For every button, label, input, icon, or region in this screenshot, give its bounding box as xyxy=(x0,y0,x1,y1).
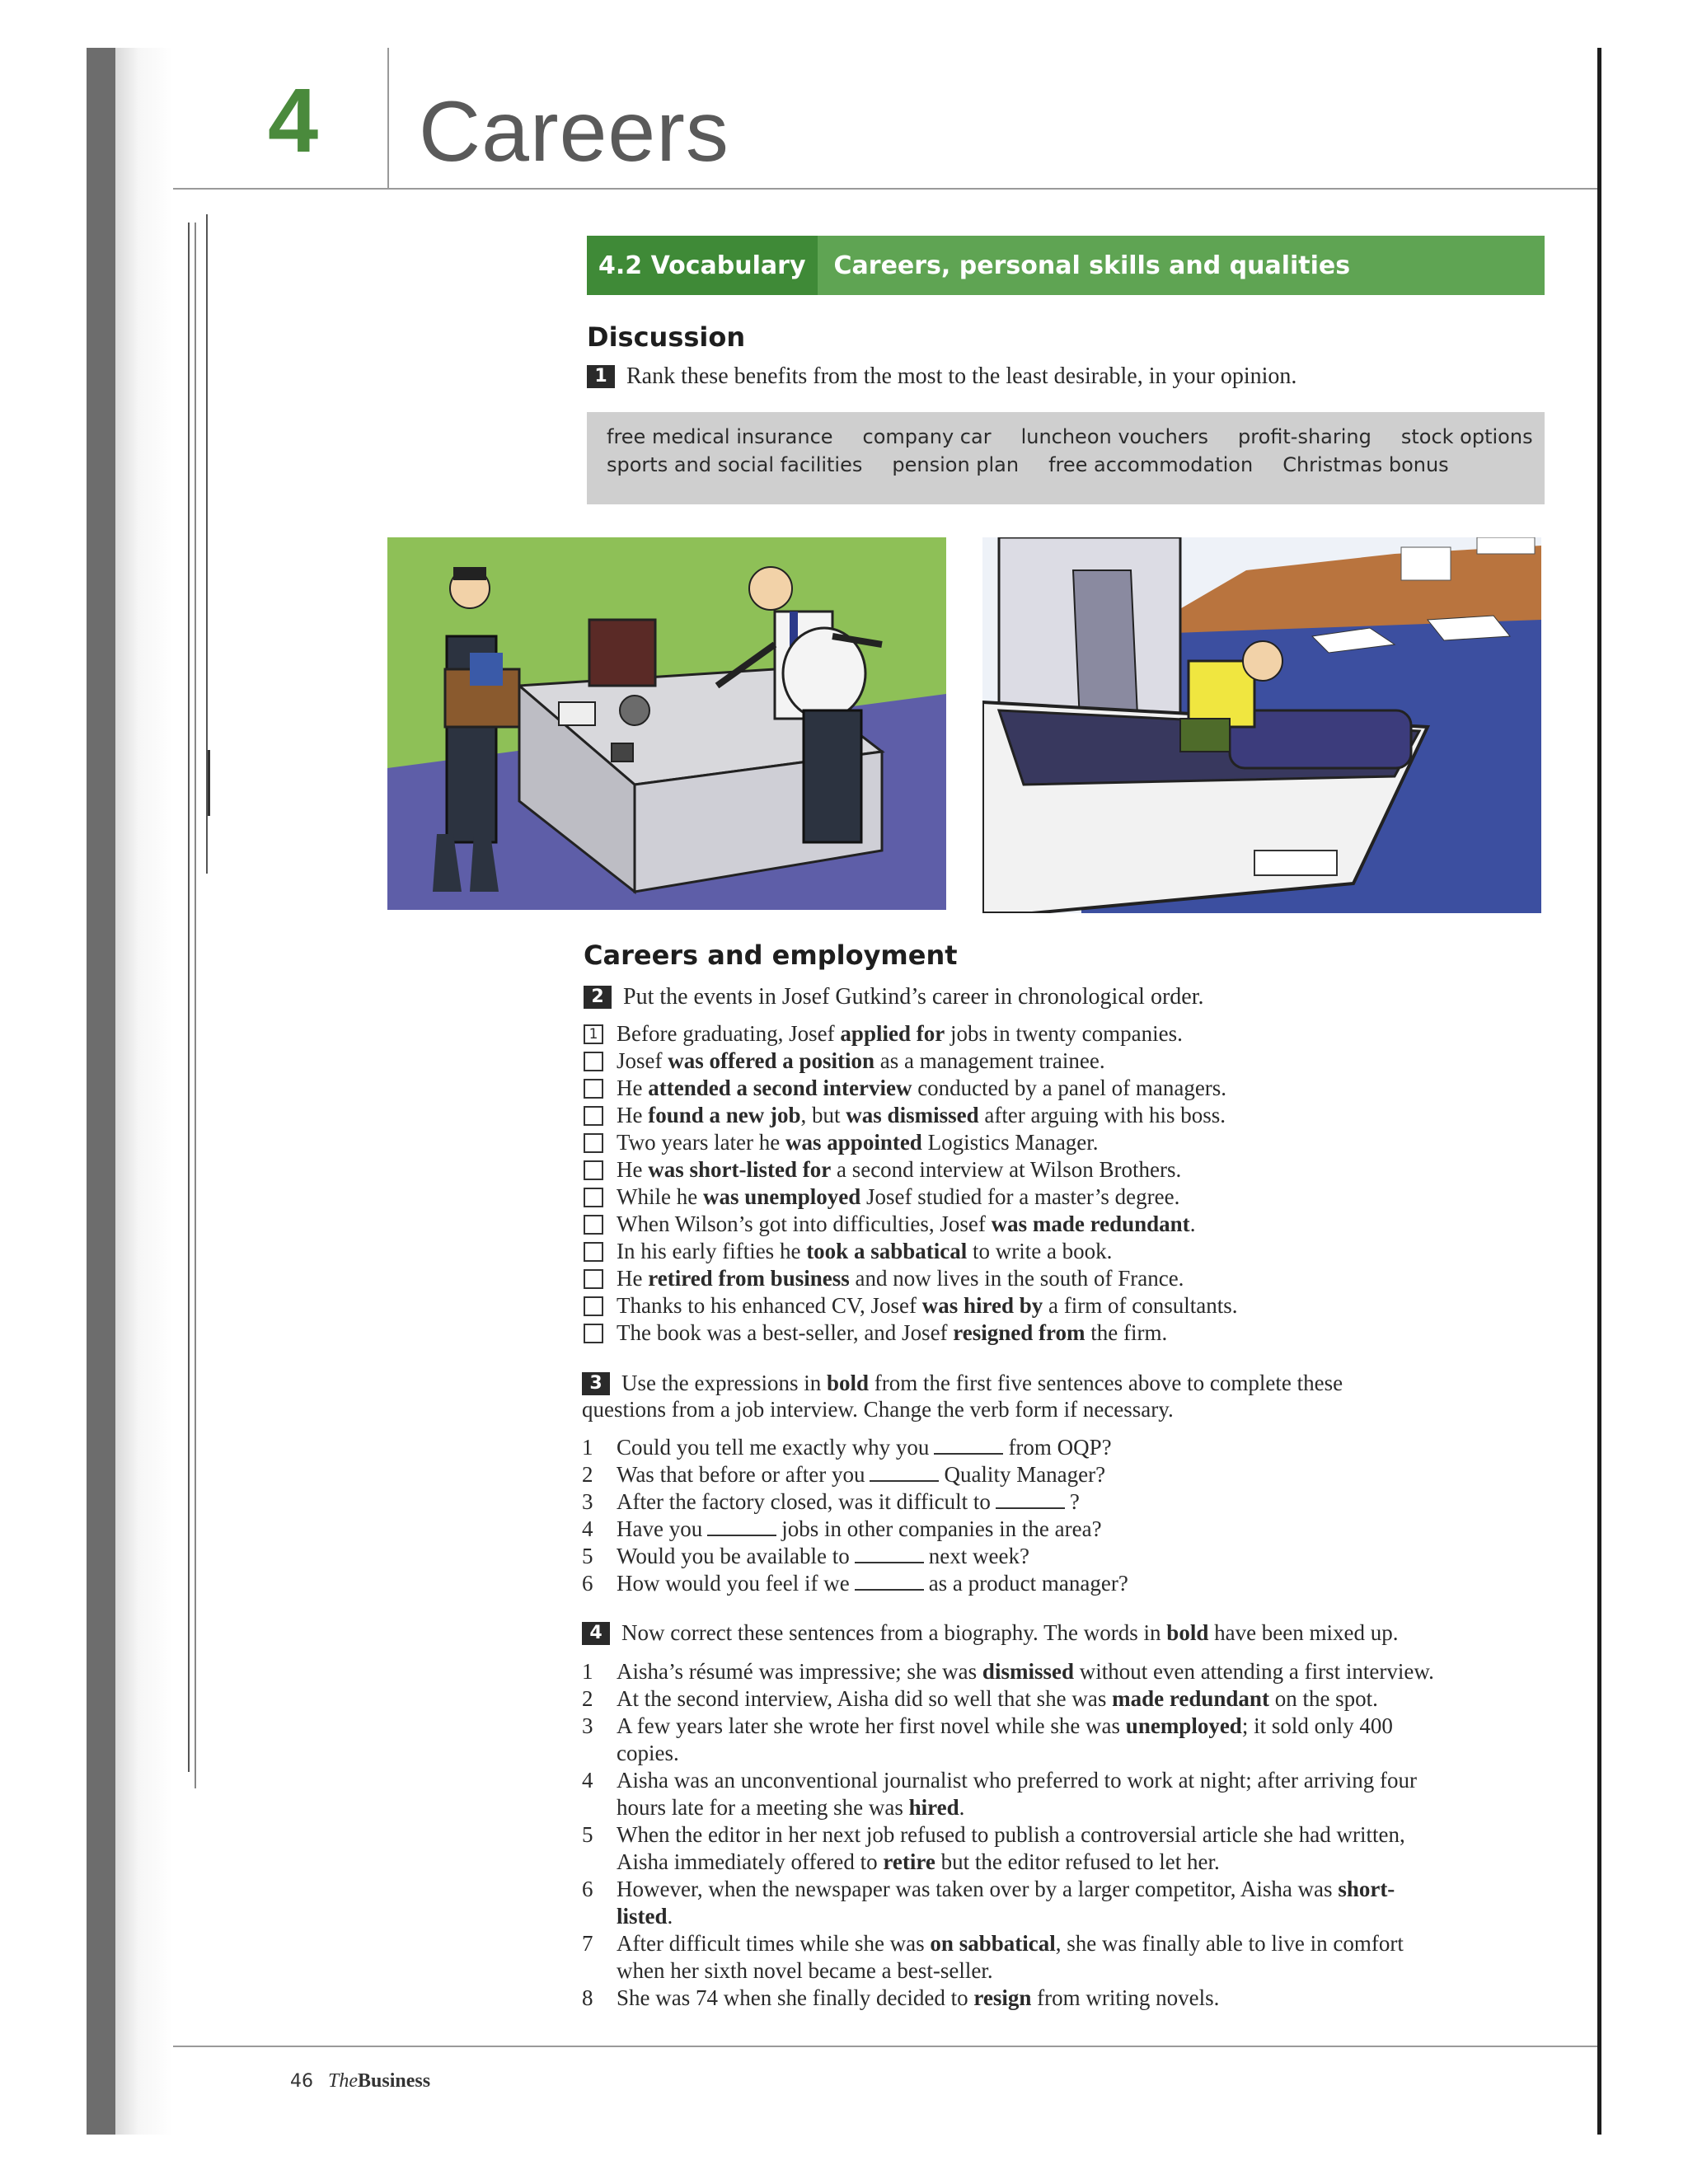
list-item xyxy=(584,1183,1573,1211)
list-item xyxy=(584,1129,1573,1156)
event-text: He was short-listed for a second interview at Wilson Brothers. xyxy=(617,1157,1182,1182)
benefit-item: pension plan xyxy=(892,453,1020,476)
discussion-heading: Discussion xyxy=(587,321,746,353)
exercise-3-instruction: 3 Use the expressions in bold from the first five sentences above to complete these questions from a job interview. Change the verb form if necessary. xyxy=(582,1371,1343,1422)
order-checkbox[interactable] xyxy=(584,1215,603,1235)
illustration-office xyxy=(387,537,946,910)
order-checkbox[interactable]: 1 xyxy=(584,1024,603,1044)
chapter-title: Careers xyxy=(419,84,729,180)
section-banner xyxy=(587,236,1545,295)
list-item: 8 She was 74 when she finally decided to resign from writing novels. xyxy=(582,1985,1220,2010)
exercise-number: 4 xyxy=(582,1622,610,1645)
benefits-row-2 xyxy=(607,453,1479,476)
instruction-text: Rank these benefits from the most to the least desirable, in your opinion. xyxy=(626,363,1297,389)
exercise-3-questions xyxy=(582,1434,1571,1597)
answer-gap[interactable] xyxy=(996,1491,1065,1509)
list-item: 2 At the second interview, Aisha did so well that she was made redundant on the spot. xyxy=(582,1686,1378,1711)
exercise-number: 1 xyxy=(587,365,615,388)
list-item: 3 A few years later she wrote her first novel while she was unemployed; it sold only 400 copies. xyxy=(582,1713,1393,1765)
list-item: 6 However, when the newspaper was taken over by a larger competitor, Aisha was short- listed. xyxy=(582,1877,1395,1929)
book-brand: TheBusiness xyxy=(328,2070,431,2092)
event-text: He found a new job, but was dismissed after arguing with his boss. xyxy=(617,1103,1226,1127)
benefits-box xyxy=(587,412,1545,504)
binding-line xyxy=(188,223,190,1772)
list-item: 7 After difficult times while she was on sabbatical, she was finally able to live in comfort when her sixth novel became a best-seller. xyxy=(582,1931,1404,1983)
chapter-number: 4 xyxy=(268,70,319,171)
list-item: 5 Would you be available to next week? xyxy=(582,1544,1029,1568)
list-item xyxy=(584,1047,1573,1075)
benefit-item: profit-sharing xyxy=(1238,425,1372,448)
event-text: He retired from business and now lives in the south of France. xyxy=(617,1266,1184,1291)
list-item: 6 How would you feel if we as a product manager? xyxy=(582,1571,1128,1596)
exercise-number: 3 xyxy=(582,1372,610,1395)
benefit-item: sports and social facilities xyxy=(607,453,863,476)
chapter-separator xyxy=(387,48,389,188)
page-footer xyxy=(290,2070,430,2093)
exercise-2-instruction xyxy=(584,983,1203,1011)
event-text: The book was a best-seller, and Josef resigned from the firm. xyxy=(617,1320,1168,1345)
answer-gap[interactable] xyxy=(855,1572,924,1591)
binding-line xyxy=(195,223,196,1788)
list-item: 4 Have you jobs in other companies in the area? xyxy=(582,1516,1102,1541)
event-text: When Wilson’s got into difficulties, Josef was made redundant. xyxy=(617,1212,1196,1236)
instruction-text: Put the events in Josef Gutkind’s career in chronological order. xyxy=(623,984,1204,1010)
answer-gap[interactable] xyxy=(707,1518,776,1536)
benefits-row-1 xyxy=(607,425,1563,448)
order-checkbox[interactable] xyxy=(584,1324,603,1343)
order-checkbox[interactable] xyxy=(584,1296,603,1316)
event-text: Josef was offered a position as a management trainee. xyxy=(617,1048,1105,1073)
section-label: 4.2 Vocabulary xyxy=(587,236,818,295)
list-item: 5 When the editor in her next job refused to publish a controversial article she had written, Aisha immediately offered to retire but the editor refused to let her. xyxy=(582,1822,1405,1874)
event-text: Before graduating, Josef applied for jobs in twenty companies. xyxy=(617,1021,1183,1046)
exercise-4-instruction: 4 Now correct these sentences from a biography. The words in bold have been mixed up. xyxy=(582,1619,1571,1646)
list-item xyxy=(584,1156,1573,1183)
list-item xyxy=(584,1020,1573,1047)
benefit-item: free medical insurance xyxy=(607,425,833,448)
exercise-number: 2 xyxy=(584,986,612,1009)
list-item xyxy=(584,1075,1573,1102)
list-item xyxy=(584,1238,1573,1265)
list-item xyxy=(584,1211,1573,1238)
page-number: 46 xyxy=(290,2071,313,2092)
order-checkbox[interactable] xyxy=(584,1188,603,1207)
event-text: Two years later he was appointed Logistics Manager. xyxy=(617,1130,1099,1155)
list-item xyxy=(584,1265,1573,1292)
answer-gap[interactable] xyxy=(855,1545,924,1563)
order-checkbox[interactable] xyxy=(584,1052,603,1071)
scan-edge-right xyxy=(1597,48,1601,2135)
event-text: Thanks to his enhanced CV, Josef was hired by a firm of consultants. xyxy=(617,1293,1238,1318)
answer-gap[interactable] xyxy=(870,1464,939,1482)
binding-line xyxy=(208,750,210,816)
order-checkbox[interactable] xyxy=(584,1106,603,1126)
order-checkbox[interactable] xyxy=(584,1269,603,1289)
scan-edge-dark xyxy=(87,48,115,2135)
order-checkbox[interactable] xyxy=(584,1133,603,1153)
order-checkbox[interactable] xyxy=(584,1242,603,1262)
list-item xyxy=(584,1292,1573,1319)
careers-heading: Careers and employment xyxy=(584,940,958,971)
header-rule xyxy=(173,188,1597,190)
benefit-item: stock options xyxy=(1400,425,1533,448)
answer-gap[interactable] xyxy=(934,1436,1003,1455)
footer-rule xyxy=(173,2046,1597,2047)
list-item: 4 Aisha was an unconventional journalist who preferred to work at night; after arriving four hours late for a meeting she was hired. xyxy=(582,1768,1417,1820)
list-item xyxy=(584,1319,1573,1347)
event-text: In his early fifties he took a sabbatical to write a book. xyxy=(617,1239,1113,1263)
section-title: Careers, personal skills and qualities xyxy=(833,251,1351,280)
list-item: 1 Aisha’s résumé was impressive; she was dismissed without even attending a first interview. xyxy=(582,1659,1434,1684)
list-item: 3 After the factory closed, was it difficult to ? xyxy=(582,1489,1080,1514)
benefit-item: Christmas bonus xyxy=(1282,453,1449,476)
event-text: While he was unemployed Josef studied for a master’s degree. xyxy=(617,1184,1180,1209)
benefit-item: luncheon vouchers xyxy=(1020,425,1208,448)
illustration-yacht xyxy=(982,537,1541,917)
list-item: 1 Could you tell me exactly why you from OQP? xyxy=(582,1435,1112,1460)
order-checkbox[interactable] xyxy=(584,1160,603,1180)
order-checkbox[interactable] xyxy=(584,1079,603,1099)
career-events-list xyxy=(584,1020,1573,1347)
benefit-item: company car xyxy=(862,425,992,448)
list-item xyxy=(584,1102,1573,1129)
exercise-4-sentences xyxy=(582,1658,1571,2012)
event-text: He attended a second interview conducted by a panel of managers. xyxy=(617,1076,1227,1100)
benefit-item: free accommodation xyxy=(1048,453,1254,476)
scan-edge-shadow xyxy=(115,48,173,2135)
list-item: 2 Was that before or after you Quality Manager? xyxy=(582,1462,1106,1487)
exercise-1-instruction xyxy=(587,363,1296,391)
